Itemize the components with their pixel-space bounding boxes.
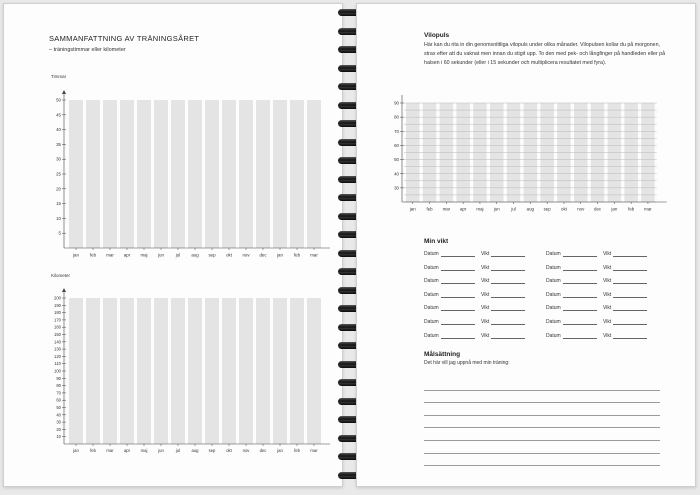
write-line[interactable] [491,252,525,257]
chart-column [256,100,270,248]
weight-label: Vikt [603,251,612,257]
x-tick-label: jan [277,252,283,258]
date-label: Datum [546,264,561,271]
date-label: Datum [546,278,561,285]
y-axis-arrow [62,90,66,94]
chart-column [120,298,134,444]
goal-write-line[interactable] [424,403,660,416]
x-tick-label: feb [426,206,433,212]
x-tick-label: mar [106,448,114,454]
weight-title: Min vikt [424,238,449,245]
write-line[interactable] [563,293,597,298]
write-line[interactable] [441,320,475,325]
km-chart [40,281,330,458]
write-line[interactable] [491,266,525,271]
y-tick-label: 35 [56,141,61,147]
chart-column [69,100,83,248]
chart-column [86,298,100,444]
x-tick-label: dec [259,448,267,454]
x-tick-label: sep [208,448,216,454]
weight-label: Vikt [603,264,612,271]
x-tick-label: apr [123,252,131,258]
y-tick-label: 60 [394,142,399,148]
write-line[interactable] [491,334,525,339]
write-line[interactable] [441,293,475,298]
x-tick-label: mar [442,206,451,212]
x-tick-label: dec [259,252,267,258]
x-tick-label: sep [543,206,551,212]
y-tick-label: 180 [54,310,61,316]
goal-lines [424,378,660,466]
y-tick-label: 140 [54,339,61,345]
write-line[interactable] [613,293,647,298]
weight-field[interactable] [603,278,647,284]
write-line[interactable] [613,252,647,257]
write-line[interactable] [441,306,475,311]
y-tick-label: 10 [56,215,61,221]
date-field[interactable] [424,251,475,257]
write-line[interactable] [613,266,647,271]
vilopuls-title: Vilopuls [424,32,450,39]
goal-write-line[interactable] [424,441,660,454]
write-line[interactable] [613,279,647,284]
page-title: SAMMANFATTNING AV TRÄNINGSÅRET [49,34,200,43]
y-tick-label: 60 [56,397,61,403]
chart-column [205,298,219,444]
x-tick-label: jun [158,252,164,258]
x-tick-label: jun [493,206,500,212]
write-line[interactable] [441,252,475,257]
write-line[interactable] [441,266,475,271]
km-axis-label: Kilometer [51,273,71,278]
page-subtitle: – träningstimmar eller kilometer [49,47,126,53]
date-field[interactable] [424,333,475,339]
y-tick-label: 110 [54,361,61,367]
chart-column [222,298,236,444]
write-line[interactable] [491,279,525,284]
write-line[interactable] [491,293,525,298]
date-label: Datum [424,319,439,325]
date-field[interactable] [546,292,597,298]
x-tick-label: nov [242,252,250,258]
date-label: Datum [424,278,439,285]
date-label: Datum [424,264,439,271]
y-tick-label: 40 [56,127,61,133]
chart-column [307,298,321,444]
x-tick-label: jan [73,448,79,454]
y-tick-label: 50 [56,404,61,410]
weight-label: Vikt [481,332,490,339]
date-field[interactable] [546,305,597,311]
chart-column [222,100,236,248]
x-tick-label: mar [310,448,318,454]
chart-column [86,100,100,248]
date-label: Datum [546,319,561,325]
x-tick-label: feb [294,448,300,454]
chart-column [290,298,304,444]
chart-column [205,100,219,248]
y-tick-label: 100 [54,368,61,374]
y-tick-label: 50 [394,157,399,163]
x-tick-label: okt [226,252,232,258]
write-line[interactable] [613,334,647,339]
write-line[interactable] [563,320,597,325]
write-line[interactable] [613,320,647,325]
x-tick-label: maj [476,206,484,212]
write-line[interactable] [491,320,525,325]
chart-column [239,298,253,444]
y-tick-label: 90 [56,375,61,381]
date-label: Datum [424,305,439,312]
write-line[interactable] [441,334,475,339]
chart-column [273,100,287,248]
weight-label: Vikt [603,305,612,312]
x-tick-label: apr [459,206,467,212]
x-tick-label: sep [208,252,216,258]
x-tick-label: okt [561,206,567,212]
date-field[interactable] [424,265,475,271]
y-tick-label: 150 [54,331,61,337]
y-tick-label: 160 [54,324,61,330]
x-tick-label: mar [106,252,114,258]
x-tick-label: jun [158,448,164,454]
y-tick-label: 80 [394,114,399,120]
y-tick-label: 120 [54,353,61,359]
weight-label: Vikt [481,264,490,271]
x-tick-label: aug [526,206,535,212]
x-tick-label: apr [123,448,131,454]
date-label: Datum [424,332,439,339]
pulse-chart [385,88,670,220]
date-label: Datum [546,251,561,257]
x-tick-label: maj [140,252,148,258]
write-line[interactable] [563,252,597,257]
weight-field[interactable] [481,333,525,339]
weight-field[interactable] [481,278,525,284]
weight-field[interactable] [481,265,525,271]
chart-column [171,100,185,248]
hours-chart [40,82,330,260]
chart-column [154,298,168,444]
chart-column [137,298,151,444]
chart-column [171,298,185,444]
y-tick-label: 200 [54,295,61,301]
weight-label: Vikt [603,319,612,325]
y-tick-label: 190 [54,302,61,308]
date-field[interactable] [546,278,597,284]
weight-label: Vikt [481,291,490,298]
x-tick-label: aug [191,252,199,258]
weight-field[interactable] [603,319,647,325]
chart-column [307,100,321,248]
date-field[interactable] [424,292,475,298]
weight-label: Vikt [481,278,490,285]
weight-field[interactable] [481,251,525,257]
y-tick-label: 90 [394,100,399,106]
vilopuls-text: Här kan du rita in din genomsnittliga vilopuls under olika månader. Vilopulsen kollar du på morgonen, strax efter att du vaknat men innan du stigit upp. To den med pek- och långfinger på handleden eller på halsen i 60 sekunder (eller i 15 sekunder och multiplicera resultatet med fyra). [424,42,666,66]
chart-column [154,100,168,248]
x-tick-label: mar [310,252,318,258]
y-tick-label: 15 [56,201,61,207]
goal-text: Det här vill jag uppnå med min träning: [424,360,510,366]
y-tick-label: 20 [56,426,61,432]
weight-label: Vikt [481,305,490,312]
x-tick-label: dec [594,206,602,212]
weight-field[interactable] [481,319,525,325]
y-axis-arrow [62,288,66,292]
goal-write-line[interactable] [424,454,660,467]
x-tick-label: jul [511,206,516,212]
hours-axis-label: Timmar [51,74,67,79]
chart-column [188,100,202,248]
chart-column [103,100,117,248]
chart-column [69,298,83,444]
chart-column [273,298,287,444]
weight-field[interactable] [603,265,647,271]
y-tick-label: 130 [54,346,61,352]
y-tick-label: 5 [58,230,61,236]
y-tick-label: 25 [56,171,61,177]
x-tick-label: jan [277,448,283,454]
weight-field[interactable] [481,305,525,311]
x-tick-label: jul [175,448,181,454]
date-field[interactable] [424,305,475,311]
date-label: Datum [546,291,561,298]
write-line[interactable] [563,279,597,284]
write-line[interactable] [613,306,647,311]
weight-label: Vikt [481,319,490,325]
write-line[interactable] [563,334,597,339]
weight-field[interactable] [603,305,647,311]
date-label: Datum [546,332,561,339]
date-field[interactable] [546,333,597,339]
x-tick-label: aug [191,448,199,454]
x-tick-label: maj [140,448,148,454]
chart-column [256,298,270,444]
date-label: Datum [424,251,439,257]
write-line[interactable] [563,306,597,311]
x-tick-label: feb [89,252,97,258]
x-tick-label: jan [73,252,79,258]
chart-column [103,298,117,444]
date-label: Datum [546,305,561,312]
chart-column [137,100,151,248]
x-tick-label: jan [611,206,618,212]
date-field[interactable] [546,265,597,271]
weight-field[interactable] [603,333,647,339]
weight-field[interactable] [603,251,647,257]
date-field[interactable] [424,278,475,284]
weight-label: Vikt [481,251,490,257]
chart-column [290,100,304,248]
x-tick-label: feb [628,206,635,212]
goal-write-line[interactable] [424,416,660,429]
y-tick-label: 20 [56,186,61,192]
y-tick-label: 30 [56,156,61,162]
weight-label: Vikt [603,332,612,339]
date-field[interactable] [546,251,597,257]
y-tick-label: 30 [56,419,61,425]
goal-write-line[interactable] [424,428,660,441]
x-tick-label: jul [175,252,181,258]
write-line[interactable] [563,266,597,271]
write-line[interactable] [491,306,525,311]
y-tick-label: 30 [394,185,399,191]
x-tick-label: okt [226,448,232,454]
weight-label: Vikt [603,278,612,285]
date-label: Datum [424,291,439,298]
date-field[interactable] [546,319,597,325]
y-tick-label: 45 [56,112,61,118]
y-tick-label: 10 [56,434,61,440]
x-tick-label: nov [242,448,250,454]
x-tick-label: nov [577,206,585,212]
weight-label: Vikt [603,291,612,298]
chart-column [188,298,202,444]
weight-field[interactable] [481,292,525,298]
x-tick-label: feb [90,448,96,454]
write-line[interactable] [441,279,475,284]
y-tick-label: 170 [54,317,61,323]
date-field[interactable] [424,319,475,325]
y-tick-label: 50 [56,97,61,103]
y-tick-label: 80 [56,383,61,389]
y-tick-label: 40 [56,412,61,418]
goal-title: Målsättning [424,351,461,358]
goal-write-line[interactable] [424,378,660,391]
x-tick-label: mar [644,206,652,212]
y-tick-label: 40 [394,171,399,177]
chart-column [120,100,134,248]
y-tick-label: 70 [56,390,61,396]
x-tick-label: jan [409,206,416,212]
weight-field[interactable] [603,292,647,298]
chart-column [239,100,253,248]
x-tick-label: feb [293,252,301,258]
goal-write-line[interactable] [424,391,660,404]
y-tick-label: 70 [394,128,399,134]
